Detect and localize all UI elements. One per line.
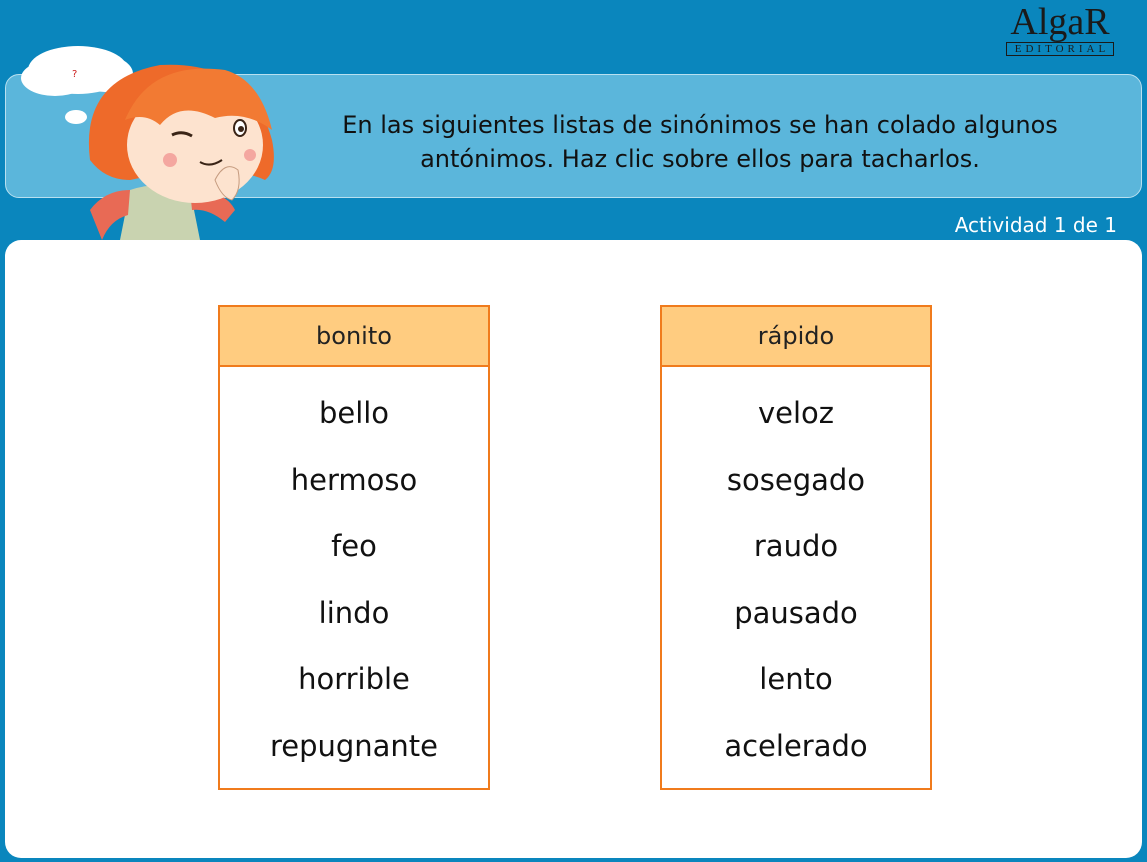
word-item[interactable]: acelerado xyxy=(724,728,868,763)
thinking-girl-illustration xyxy=(10,40,300,242)
main-content-panel xyxy=(5,240,1142,858)
word-item[interactable]: lento xyxy=(759,662,833,697)
column-header: bonito xyxy=(220,307,488,367)
word-item[interactable]: veloz xyxy=(757,396,835,430)
word-item[interactable]: raudo xyxy=(753,529,839,564)
question-mark: ? xyxy=(72,69,78,80)
word-item[interactable]: lindo xyxy=(318,595,390,630)
logo-subtitle: EDITORIAL xyxy=(1006,42,1114,56)
word-item[interactable]: hermoso xyxy=(290,462,418,497)
word-list xyxy=(220,367,488,789)
word-column-rapido xyxy=(660,305,932,790)
word-list xyxy=(662,367,930,789)
algar-editorial-logo xyxy=(1004,2,1116,56)
word-column-bonito xyxy=(218,305,490,790)
column-header: rápido xyxy=(662,307,930,367)
word-item[interactable]: feo xyxy=(331,529,377,564)
logo-wordmark: AlgaR xyxy=(1010,1,1110,43)
word-item[interactable]: pausado xyxy=(734,595,858,630)
instructions-text: En las siguientes listas de sinónimos se han colado algunos antónimos. Haz clic sobre ellos para tacharlos. xyxy=(342,111,1058,173)
word-item[interactable]: sosegado xyxy=(726,462,866,497)
word-item[interactable]: repugnante xyxy=(269,728,439,763)
activity-counter: Actividad 1 de 1 xyxy=(954,213,1117,237)
word-item[interactable]: horrible xyxy=(298,662,410,697)
word-item[interactable]: bello xyxy=(318,396,390,430)
